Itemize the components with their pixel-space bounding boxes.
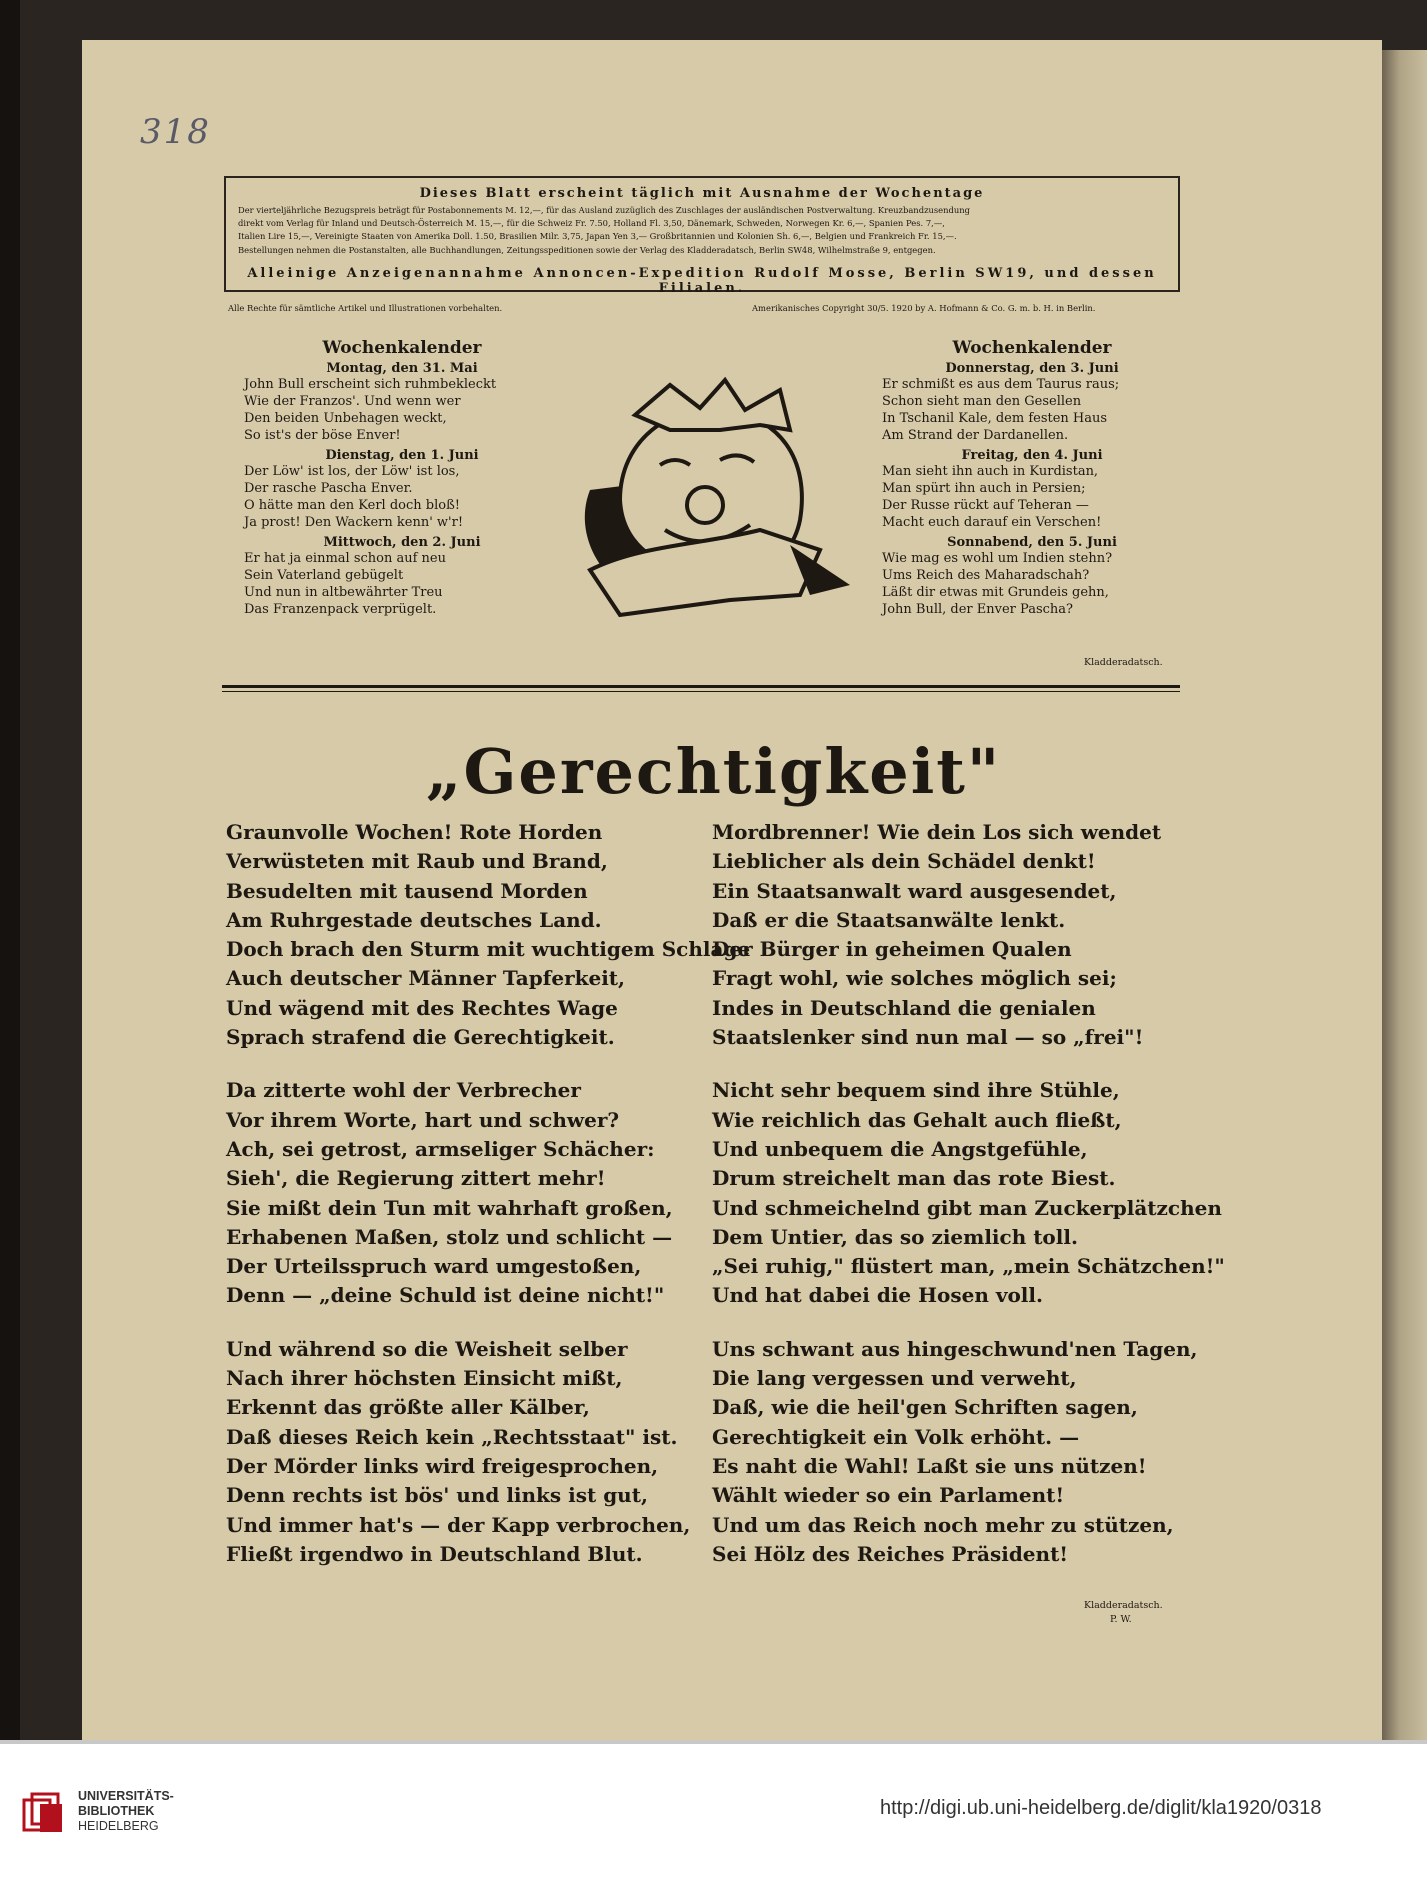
cartoon-hair xyxy=(635,380,790,430)
poem-author-initials: P. W. xyxy=(1110,1614,1132,1625)
calendar-line: Der rasche Pascha Enver. xyxy=(244,481,413,496)
poem-line: „Sei ruhig," flüstert man, „mein Schätzchen!" xyxy=(712,1254,1225,1279)
calendar-right xyxy=(862,338,1202,618)
notice-line: Italien Lire 15,—, Vereinigte Staaten von Amerika Doll. 1.50, Brasilien Milr. 3,75, Japan Yen 3,— Großbritannien und Kolonien Sh. 6,—, Belgien und Frankreich Fr. 15,—. xyxy=(238,231,957,242)
poem-line: Erhabenen Maßen, stolz und schlicht — xyxy=(226,1224,673,1249)
next-page-edge xyxy=(1382,50,1427,1740)
poem-line: Drum streichelt man das rote Biest. xyxy=(712,1166,1116,1191)
poem-line: Auch deutscher Männer Tapferkeit, xyxy=(226,966,625,991)
section-divider xyxy=(222,685,1180,692)
poem-line: Sie mißt dein Tun mit wahrhaft großen, xyxy=(226,1195,673,1220)
notice-line: Bestellungen nehmen die Postanstalten, alle Buchhandlungen, Zeitungsspeditionen sowie der Verlag des Kladderadatsch, Berlin SW48, Wilhelmstraße 9, entgegen. xyxy=(238,244,936,255)
poem-line: Gerechtigkeit ein Volk erhöht. — xyxy=(712,1424,1080,1449)
poem-line: Und während so die Weisheit selber xyxy=(226,1336,628,1361)
calendar-line: In Tschanil Kale, dem festen Haus xyxy=(882,411,1108,426)
poem-line: Sprach strafend die Gerechtigkeit. xyxy=(226,1025,615,1050)
poem-line: Dem Untier, das so ziemlich toll. xyxy=(712,1224,1078,1249)
poem-line: Wählt wieder so ein Parlament! xyxy=(712,1483,1065,1508)
calendar-line: O hätte man den Kerl doch bloß! xyxy=(244,498,460,513)
poem-line: Besudelten mit tausend Morden xyxy=(226,878,588,903)
poem-line: Mordbrenner! Wie dein Los sich wendet xyxy=(712,820,1162,844)
subscription-notice xyxy=(224,176,1180,296)
rights-notice: Alle Rechte für sämtliche Artikel und Illustrationen vorbehalten. xyxy=(228,303,503,313)
calendar-line: Am Strand der Dardanellen. xyxy=(882,428,1069,443)
calendar-title: Wochenkalender xyxy=(952,338,1112,358)
poem-left-column xyxy=(226,818,750,1569)
calendar-day: Dienstag, den 1. Juni xyxy=(325,448,479,463)
calendar-line: Der Russe rückt auf Teheran — xyxy=(882,498,1089,513)
poem-line: Und immer hat's — der Kapp verbrochen, xyxy=(226,1512,691,1537)
notice-title: Dieses Blatt erscheint täglich mit Ausnahme der Wochentage xyxy=(419,186,985,201)
poem-line: Fragt wohl, wie solches möglich sei; xyxy=(712,966,1117,991)
calendar-line: Man spürt ihn auch in Persien; xyxy=(882,481,1086,496)
handwritten-page-number: 318 xyxy=(140,112,211,152)
notice-footer: Alleinige Anzeigenannahme Annoncen-Expedition Rudolf Mosse, Berlin SW19, und dessen Filialen. xyxy=(247,266,1157,296)
calendar-title: Wochenkalender xyxy=(322,338,482,358)
university-name-line: HEIDELBERG xyxy=(78,1819,159,1833)
calendar-line: Man sieht ihn auch in Kurdistan, xyxy=(882,464,1099,479)
poem-line: Und unbequem die Angstgefühle, xyxy=(712,1136,1088,1161)
calendar-line: Der Löw' ist los, der Löw' ist los, xyxy=(244,464,460,479)
poem-line: Doch brach den Sturm mit wuchtigem Schlage xyxy=(226,937,751,962)
poem-line: Sei Hölz des Reiches Präsident! xyxy=(712,1541,1069,1566)
university-logo-icon[interactable] xyxy=(22,1790,68,1836)
stanza xyxy=(226,1335,750,1569)
poem-line: Und schmeichelnd gibt man Zuckerplätzchen xyxy=(712,1195,1222,1220)
calendar-line: Wie der Franzos'. Und wenn wer xyxy=(244,394,461,409)
poem-line: Es naht die Wahl! Laßt sie uns nützen! xyxy=(712,1453,1147,1478)
poem-title: „Gerechtigkeit" xyxy=(425,735,1002,808)
binding-edge xyxy=(0,0,20,1740)
poem-line: Und wägend mit des Rechtes Wage xyxy=(226,995,618,1020)
poem-line: Staatslenker sind nun mal — so „frei"! xyxy=(712,1025,1144,1050)
poem-line: Der Bürger in geheimen Qualen xyxy=(712,937,1072,962)
calendar-line: Das Franzenpack verprügelt. xyxy=(244,602,437,617)
poem-line: Die lang vergessen und verweht, xyxy=(712,1366,1077,1391)
calendar-line: Läßt dir etwas mit Grundeis gehn, xyxy=(882,585,1109,600)
poem-line: Graunvolle Wochen! Rote Horden xyxy=(226,820,603,844)
poem-line: Indes in Deutschland die genialen xyxy=(712,995,1096,1020)
calendar-line: John Bull, der Enver Pascha? xyxy=(882,602,1073,617)
poem-line: Nicht sehr bequem sind ihre Stühle, xyxy=(712,1078,1120,1103)
poem-line: Ein Staatsanwalt ward ausgesendet, xyxy=(712,878,1117,903)
permalink-url[interactable]: http://digi.ub.uni-heidelberg.de/diglit/kla1920/0318 xyxy=(880,1797,1322,1819)
poem-line: Nach ihrer höchsten Einsicht mißt, xyxy=(226,1366,623,1391)
calendar-left xyxy=(232,338,572,618)
poem-line: Der Mörder links wird freigesprochen, xyxy=(226,1453,659,1478)
poem-line: Da zitterte wohl der Verbrecher xyxy=(226,1078,581,1103)
notice-line: direkt vom Verlag für Inland und Deutsch-Österreich M. 15,—, für die Schweiz Fr. 7.50, Holland Fl. 3,50, Dänemark, Schweden, Norwegen Kr. 6,—, Spanien Pes. 7,—, xyxy=(238,218,945,229)
poem-line: Fließt irgendwo in Deutschland Blut. xyxy=(226,1541,643,1566)
calendar-line: Schon sieht man den Gesellen xyxy=(882,394,1082,409)
stanza xyxy=(712,1335,1225,1569)
notice-body xyxy=(238,204,1166,257)
poem-line: Und hat dabei die Hosen voll. xyxy=(712,1283,1043,1308)
university-name[interactable] xyxy=(78,1789,174,1834)
poem-line: Daß er die Staatsanwälte lenkt. xyxy=(712,907,1066,932)
calendar-line: Sein Vaterland gebügelt xyxy=(244,568,404,583)
poem-line: Und um das Reich noch mehr zu stützen, xyxy=(712,1512,1174,1537)
poem-line: Vor ihrem Worte, hart und schwer? xyxy=(226,1107,620,1132)
poem-line: Am Ruhrgestade deutsches Land. xyxy=(226,907,602,932)
calendar-day: Montag, den 31. Mai xyxy=(326,361,478,376)
poem-line: Denn rechts ist bös' und links ist gut, xyxy=(226,1483,648,1508)
calendar-day: Donnerstag, den 3. Juni xyxy=(945,361,1119,376)
stanza xyxy=(226,818,750,1052)
enver-pasha-cartoon xyxy=(550,370,870,630)
footer-separator xyxy=(0,1740,1427,1744)
university-name-line: UNIVERSITÄTS- xyxy=(78,1789,174,1803)
calendar-day: Mittwoch, den 2. Juni xyxy=(323,535,481,550)
poem-line: Daß dieses Reich kein „Rechtsstaat" ist. xyxy=(226,1424,678,1449)
stanza xyxy=(712,1076,1225,1310)
calendar-line: Ja prost! Den Wackern kenn' w'r! xyxy=(244,515,464,530)
calendar-line: Und nun in altbewährter Treu xyxy=(244,585,443,600)
cartoon-nose xyxy=(687,487,723,523)
calendar-line: Den beiden Unbehagen weckt, xyxy=(244,411,447,426)
poem-line: Wie reichlich das Gehalt auch fließt, xyxy=(712,1107,1122,1132)
notice-line: Der vierteljährliche Bezugspreis beträgt für Postabonnements M. 12,—, für das Ausland zuzüglich des Zuschlages der ausländischen Postverwaltung. Kreuzbandzusendung xyxy=(238,205,971,215)
university-name-line: BIBLIOTHEK xyxy=(78,1804,155,1818)
calendar-day: Sonnabend, den 5. Juni xyxy=(947,535,1117,550)
poem-line: Lieblicher als dein Schädel denkt! xyxy=(712,849,1096,874)
poem-line: Uns schwant aus hingeschwund'nen Tagen, xyxy=(712,1336,1198,1361)
copyright-notice: Amerikanisches Copyright 30/5. 1920 by A. Hofmann & Co. G. m. b. H. in Berlin. xyxy=(752,303,1096,313)
poem-line: Denn — „deine Schuld ist deine nicht!" xyxy=(226,1283,665,1308)
poem-line: Der Urteilsspruch ward umgestoßen, xyxy=(226,1254,642,1279)
poem-line: Sieh', die Regierung zittert mehr! xyxy=(226,1166,606,1191)
calendar-line: John Bull erscheint sich ruhmbekleckt xyxy=(244,377,497,392)
poem-line: Daß, wie die heil'gen Schriften sagen, xyxy=(712,1395,1138,1420)
calendar-day: Freitag, den 4. Juni xyxy=(961,448,1103,463)
stanza xyxy=(712,818,1225,1052)
calendar-signature: Kladderadatsch. xyxy=(1084,657,1163,668)
poem-line: Verwüsteten mit Raub und Brand, xyxy=(226,849,608,874)
calendar-line: So ist's der böse Enver! xyxy=(244,428,401,443)
poem-line: Erkennt das größte aller Kälber, xyxy=(226,1395,590,1420)
poem-line: Ach, sei getrost, armseliger Schächer: xyxy=(226,1136,655,1161)
calendar-line: Wie mag es wohl um Indien stehn? xyxy=(882,551,1113,566)
poem-right-column xyxy=(712,818,1225,1569)
poem-signature: Kladderadatsch. xyxy=(1084,1600,1163,1611)
calendar-line: Er schmißt es aus dem Taurus raus; xyxy=(882,377,1120,392)
stanza xyxy=(226,1076,750,1310)
calendar-line: Er hat ja einmal schon auf neu xyxy=(244,551,446,566)
calendar-line: Macht euch darauf ein Verschen! xyxy=(882,515,1102,530)
calendar-line: Ums Reich des Maharadschah? xyxy=(882,568,1090,583)
